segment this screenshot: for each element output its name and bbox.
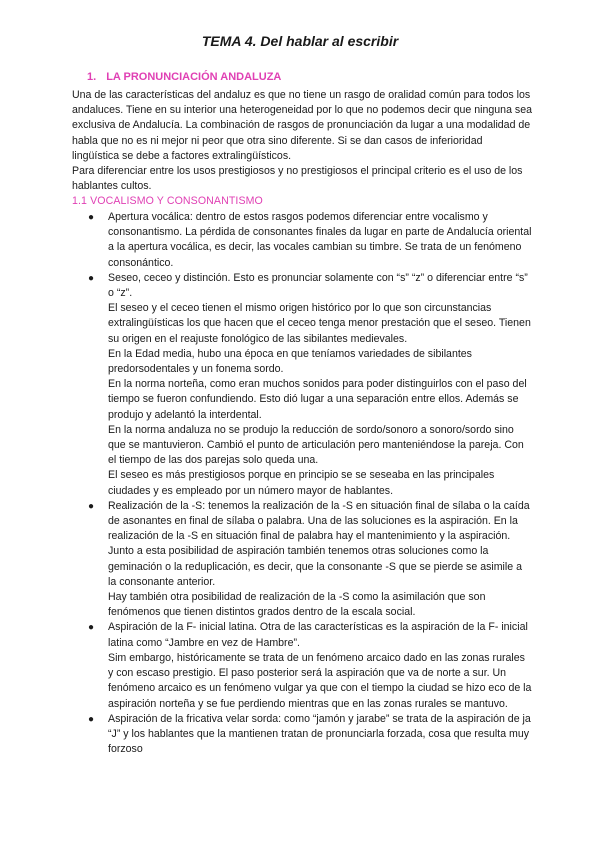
bullet-paragraph: El seseo es más prestigiosos porque en principio se se seseaba en las principales ciudades y es empleado por un número mayor de hablantes. xyxy=(108,469,495,497)
page-title: TEMA 4. Del hablar al escribir xyxy=(201,33,399,49)
bullet-item xyxy=(72,620,532,711)
intro-text xyxy=(72,88,532,194)
bullet-paragraph: En la Edad media, hubo una época en que teníamos variedades de sibilantes predorsodentales y un fonema sordo. xyxy=(108,347,472,376)
bullet-dot-icon: ● xyxy=(88,713,95,725)
bullet-dot-icon: ● xyxy=(88,622,95,634)
bullet-paragraph: Aspiración de la fricativa velar sorda: como “jamón y jarabe” se trata de la aspiración de ja “J” y los hablantes que la mantienen tratan de pronunciarla forzada, cosa que resulta muy forzoso xyxy=(108,712,531,756)
bullet-paragraph: Junto a esta posibilidad de aspiración también tenemos otras soluciones como la geminación o la reduplicación, es decir, que la consonante -S que se pierde se asimile a la consonante anterior. xyxy=(108,545,522,588)
section-number: 1. xyxy=(87,71,97,83)
section-heading-text: LA PRONUNCIACIÓN ANDALUZA xyxy=(106,71,282,83)
bullet-paragraph: Aspiración de la F- inicial latina. Otra de las características es la aspiración de la F- inicial latina como “Jambre en vez de Hambre”. xyxy=(108,621,528,649)
section-heading xyxy=(87,71,281,83)
bullet-dot-icon: ● xyxy=(88,212,95,223)
bullet-paragraph: En la norma norteña, como eran muchos sonidos para poder distinguirlos con el paso del tiempo se fueron confundiendo. Esto dió lugar a una separación entre ellos. Además se produjo y adelantó la interdental. xyxy=(108,378,527,421)
bullet-item xyxy=(72,712,532,758)
intro-paragraph: Una de las características del andaluz es que no tiene un rasgo de oralidad común para todos los andaluces. Tiene en su interior una heterogeneidad por lo que no podemos decir que ninguna sea exclusiva de Andalucía. La combinación de rasgos de pronunciación da lugar a una modalidad de habla que no es ni mejor ni peor que otra sino diferente. Si se dan casos de inferioridad lingüística se debe a factores extralingüísticos. xyxy=(72,89,532,162)
subsection-heading: 1.1 VOCALISMO Y CONSONANTISMO xyxy=(72,195,263,207)
bullet-paragraph: Seseo, ceceo y distinción. Esto es pronunciar solamente con “s” “z” o diferenciar entre “s” o “z”. xyxy=(108,271,528,300)
bullet-paragraph: Sim embargo, históricamente se trata de un fenómeno arcaico dado en las zonas rurales y con escaso prestigio. El paso posterior será la aspiración que va de norte a sur. Un fenómeno arcaico es un fenómeno vulgar ya que con el tiempo la ciudad se hizo eco de la aspiración norteña y se fue perdiendo mientras que en las zonas rurales se mantuvo. xyxy=(108,651,532,710)
bullet-item xyxy=(72,271,532,499)
bullet-paragraph: El seseo y el ceceo tienen el mismo origen histórico por lo que son circunstancias extralingüísticas los que hacen que el ceceo tenga menor prestación que el seseo. Tienen su origen en el reajuste fonológico de las sibilantes medievales. xyxy=(108,302,531,345)
bullet-item xyxy=(72,499,532,621)
bullet-paragraph: Apertura vocálica: dentro de estos rasgos podemos diferenciar entre vocalismo y consonantismo. La pérdida de consonantes finales da lugar en parte de Andalucía oriental a la apertura vocálica, es decir, las vocales cambian su timbre. Se trata de un fenómeno consonántico. xyxy=(108,211,532,269)
bullet-item xyxy=(72,210,532,271)
bullet-paragraph: Hay también otra posibilidad de realización de la -S como la asimilación que son fenómenos que tienen distintos grados dentro de la escala social. xyxy=(108,591,486,619)
bullet-dot-icon: ● xyxy=(88,272,95,284)
bullet-list xyxy=(72,210,532,757)
bullet-paragraph: En la norma andaluza no se produjo la reducción de sordo/sonoro a sonoro/sordo sino que se mantuvieron. Cambió el punto de articulación pero manteniéndose la pareja. Con el tiempo de las dos parejas solo queda una. xyxy=(108,423,524,467)
bullet-dot-icon: ● xyxy=(88,500,95,512)
bullet-paragraph: Realización de la -S: tenemos la realización de la -S en situación final de sílaba o la caída de asonantes en final de sílaba o palabra. Una de las soluciones es la aspiración. En la realización de la -S en situación final de palabra hay el mantenimiento y la aspiración. xyxy=(108,499,530,543)
intro-paragraph: Para diferenciar entre los usos prestigiosos y no prestigiosos el principal criterio es el uso de los hablantes cultos. xyxy=(72,165,523,193)
